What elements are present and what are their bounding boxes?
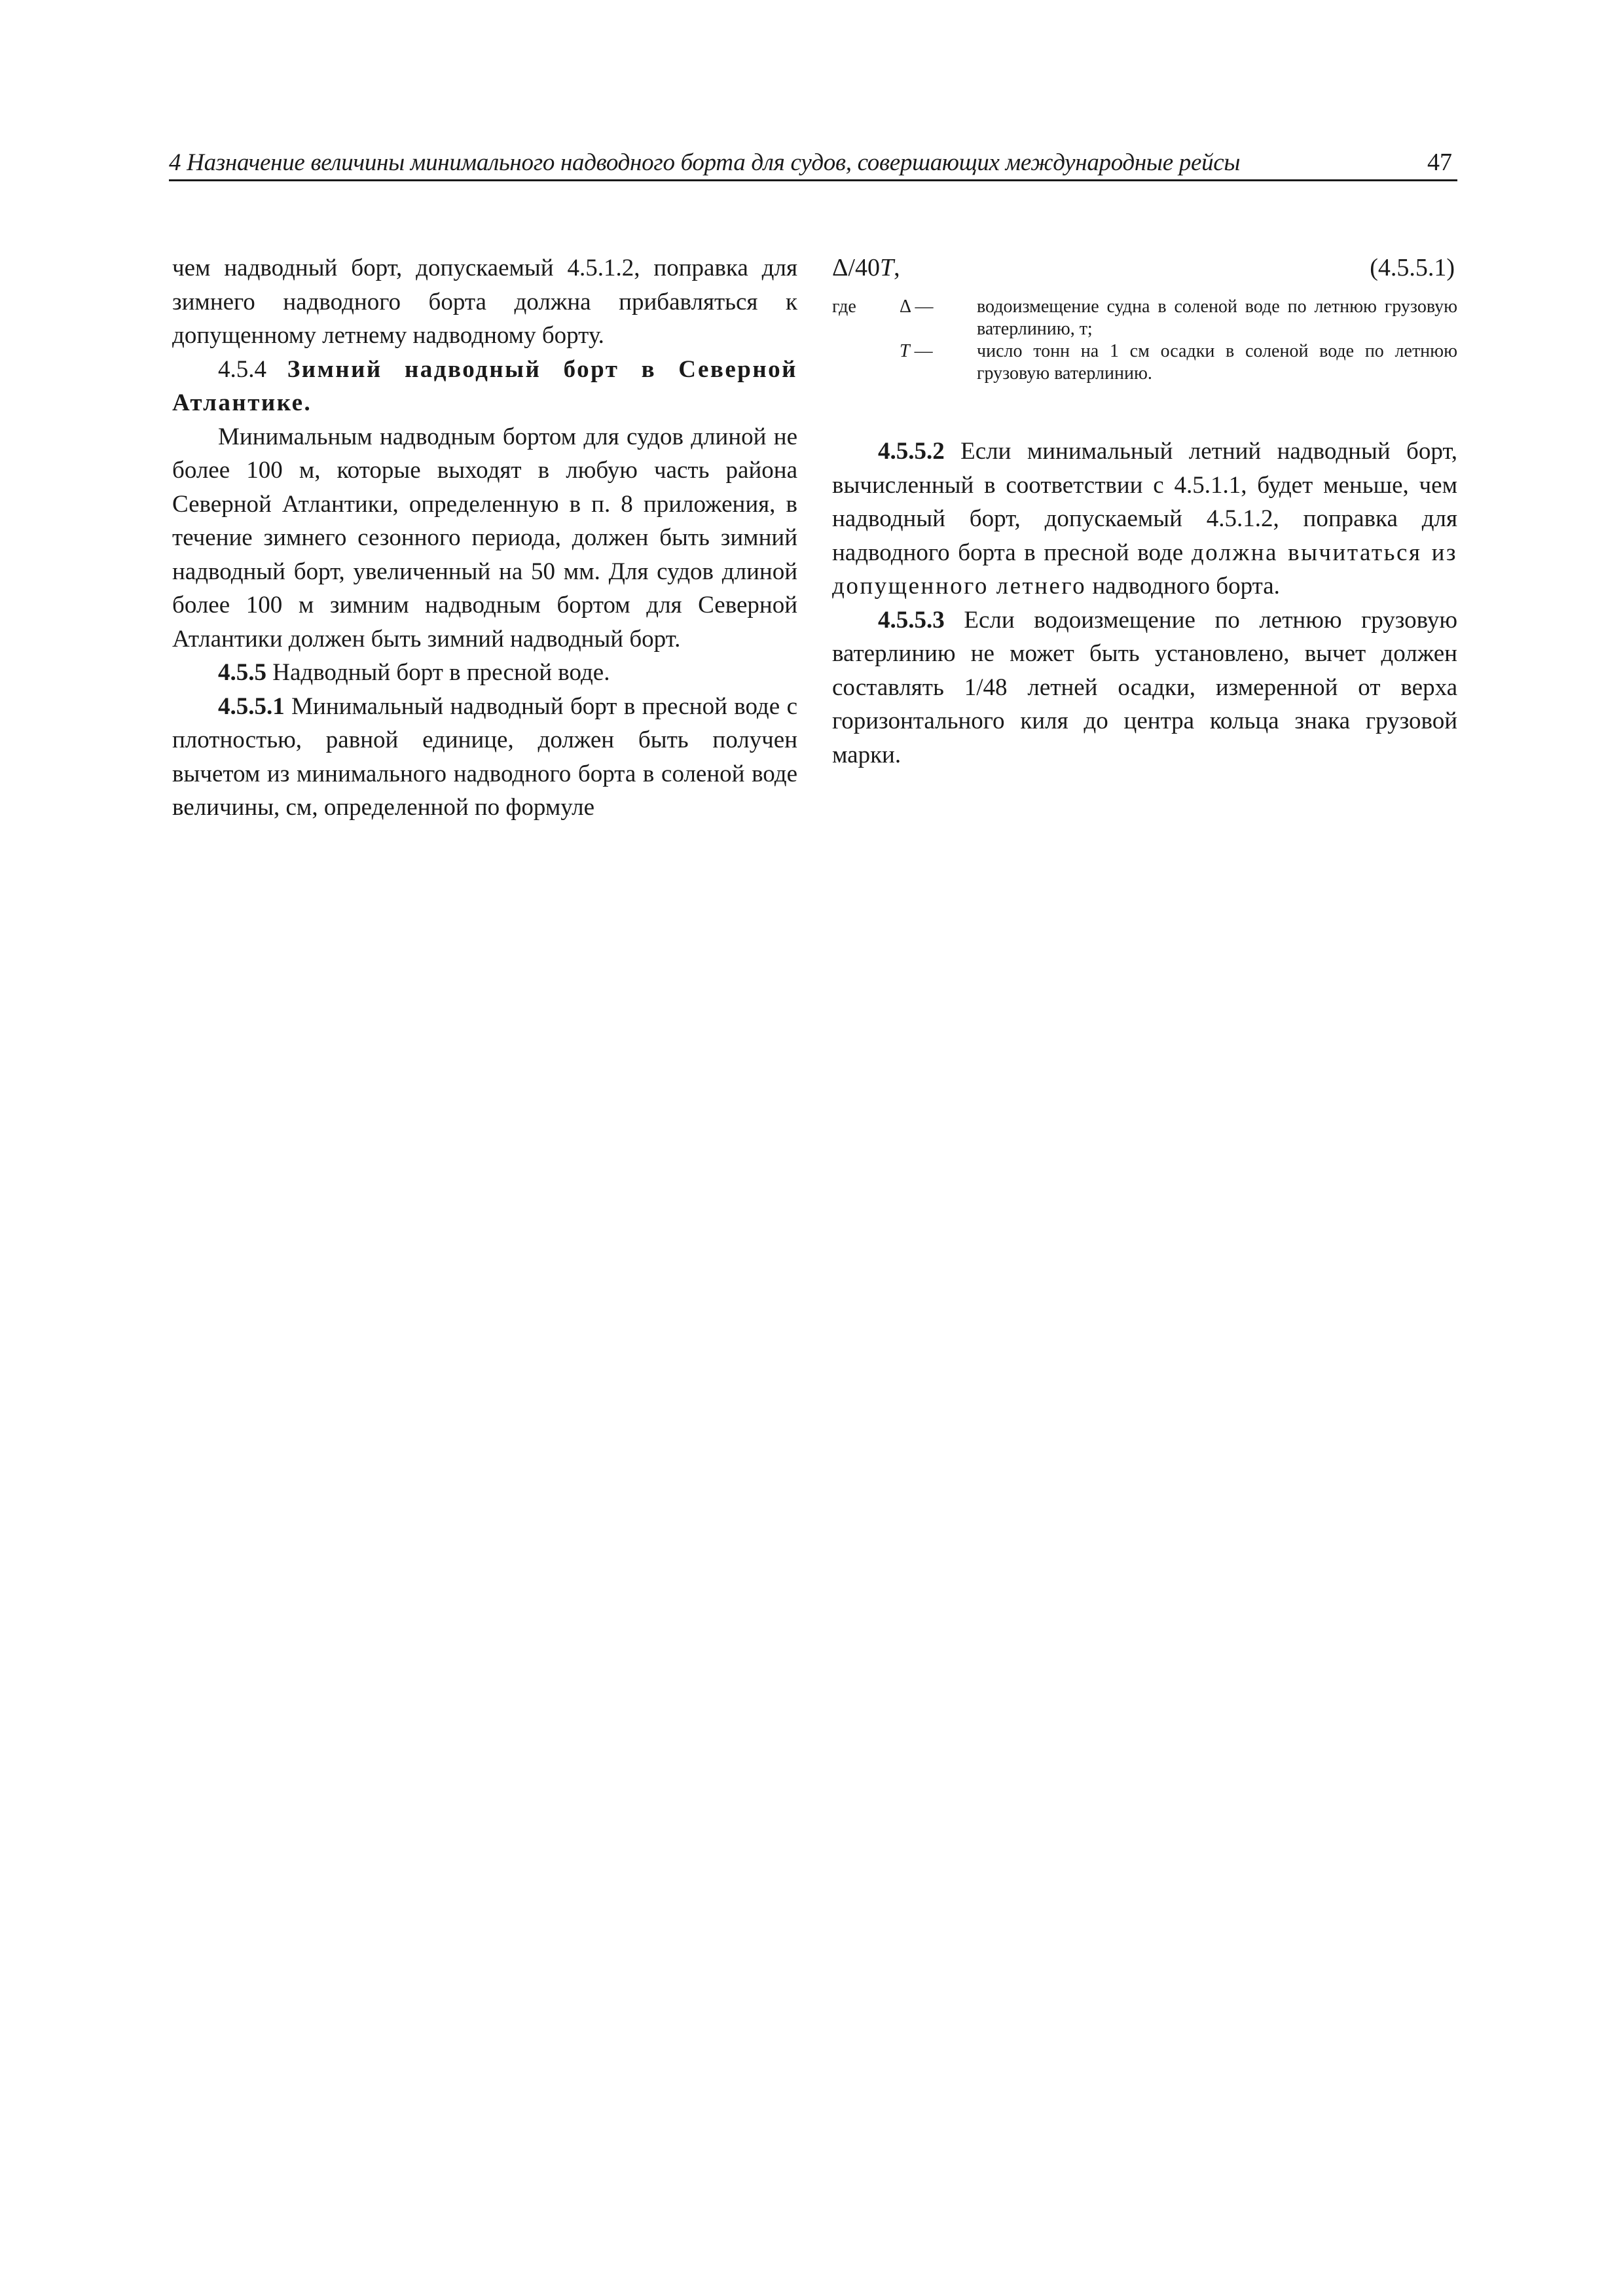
section-title: Надводный борт в пресной воде. (272, 659, 610, 686)
section-number: 4.5.5.3 (878, 606, 945, 634)
paragraph-text: Если минимальный летний надводный борт, вычисленный в соответствии с 4.5.1.1, будет меньше, чем надводный борт, допускаемый 4.5.1.2, поправка для надводного борта в пресной воде (832, 438, 1457, 566)
section-heading-4-5-5 (172, 656, 797, 690)
formula (832, 251, 1457, 285)
page-header (169, 145, 1457, 181)
paragraph-text-spaced: должна вычитаться из допущенного летнего (832, 539, 1457, 600)
definition-text: водоизмещение судна в соленой воде по летнюю грузовую ватерлинию, т; (977, 296, 1457, 339)
definition-text: число тонн на 1 см осадки в соленой воде по летнюю грузовую ватерлинию. (977, 341, 1457, 384)
running-header-title: 4 Назначение величины минимального надводного борта для судов, совершающих международные рейсы (169, 149, 1241, 176)
formula-variable: T (880, 254, 894, 281)
formula-expression (832, 251, 900, 285)
paragraph-text: Минимальный надводный борт в пресной воде с плотностью, равной единице, должен быть получен вычетом из минимального надводного борта в соленой воде величины, см, определенной по формуле (172, 692, 798, 821)
definition-symbol (900, 340, 977, 363)
section-heading-4-5-4 (172, 353, 797, 420)
paragraph-4-5-5-3 (832, 603, 1457, 772)
section-title: Зимний надводный борт в Северной Атлантике. (172, 355, 797, 416)
section-number: 4.5.5.2 (878, 438, 945, 465)
formula-legend (832, 296, 1457, 385)
definition-t (900, 340, 1457, 385)
formula-numerator: Δ/40 (832, 254, 880, 281)
definition-dash: — (909, 341, 933, 361)
section-number: 4.5.5.1 (218, 692, 285, 720)
paragraph-4-5-5-2 (832, 435, 1457, 603)
definition-symbol: Δ — (900, 296, 934, 317)
formula-punctuation: , (894, 254, 900, 281)
page-number: 47 (1427, 149, 1452, 176)
section-number: 4.5.4 (218, 355, 266, 383)
paragraph-text-end: надводного борта. (1092, 573, 1280, 600)
right-column (832, 251, 1457, 772)
left-column (172, 251, 797, 825)
paragraph-continuation: чем надводный борт, допускаемый 4.5.1.2, поправка для зимнего надводного борта должна прибавляться к допущенному летнему надводному борту. (172, 255, 797, 349)
where-label: где (832, 296, 856, 317)
section-number: 4.5.5 (218, 659, 266, 686)
spacer (832, 385, 1457, 435)
paragraph-4-5-5-1 (172, 690, 797, 825)
paragraph-text: Если водоизмещение по летнюю грузовую ватерлинию не может быть установлено, вычет должен составлять 1/48 летней осадки, измеренной от верха горизонтального киля до центра кольца знака грузовой марки. (832, 606, 1457, 768)
formula-number: (4.5.5.1) (1370, 254, 1455, 281)
definition-delta (900, 296, 1457, 340)
paragraph-north-atlantic: Минимальным надводным бортом для судов длиной не более 100 м, которые выходят в любую часть района Северной Атлантики, определенную в п. 8 приложения, в течение зимнего сезонного периода, должен быть зимний надводный борт, увеличенный на 50 мм. Для судов длиной более 100 м зимним надводным бортом для Северной Атлантики должен быть зимний надводный борт. (172, 423, 797, 653)
definition-variable: T (900, 341, 910, 361)
